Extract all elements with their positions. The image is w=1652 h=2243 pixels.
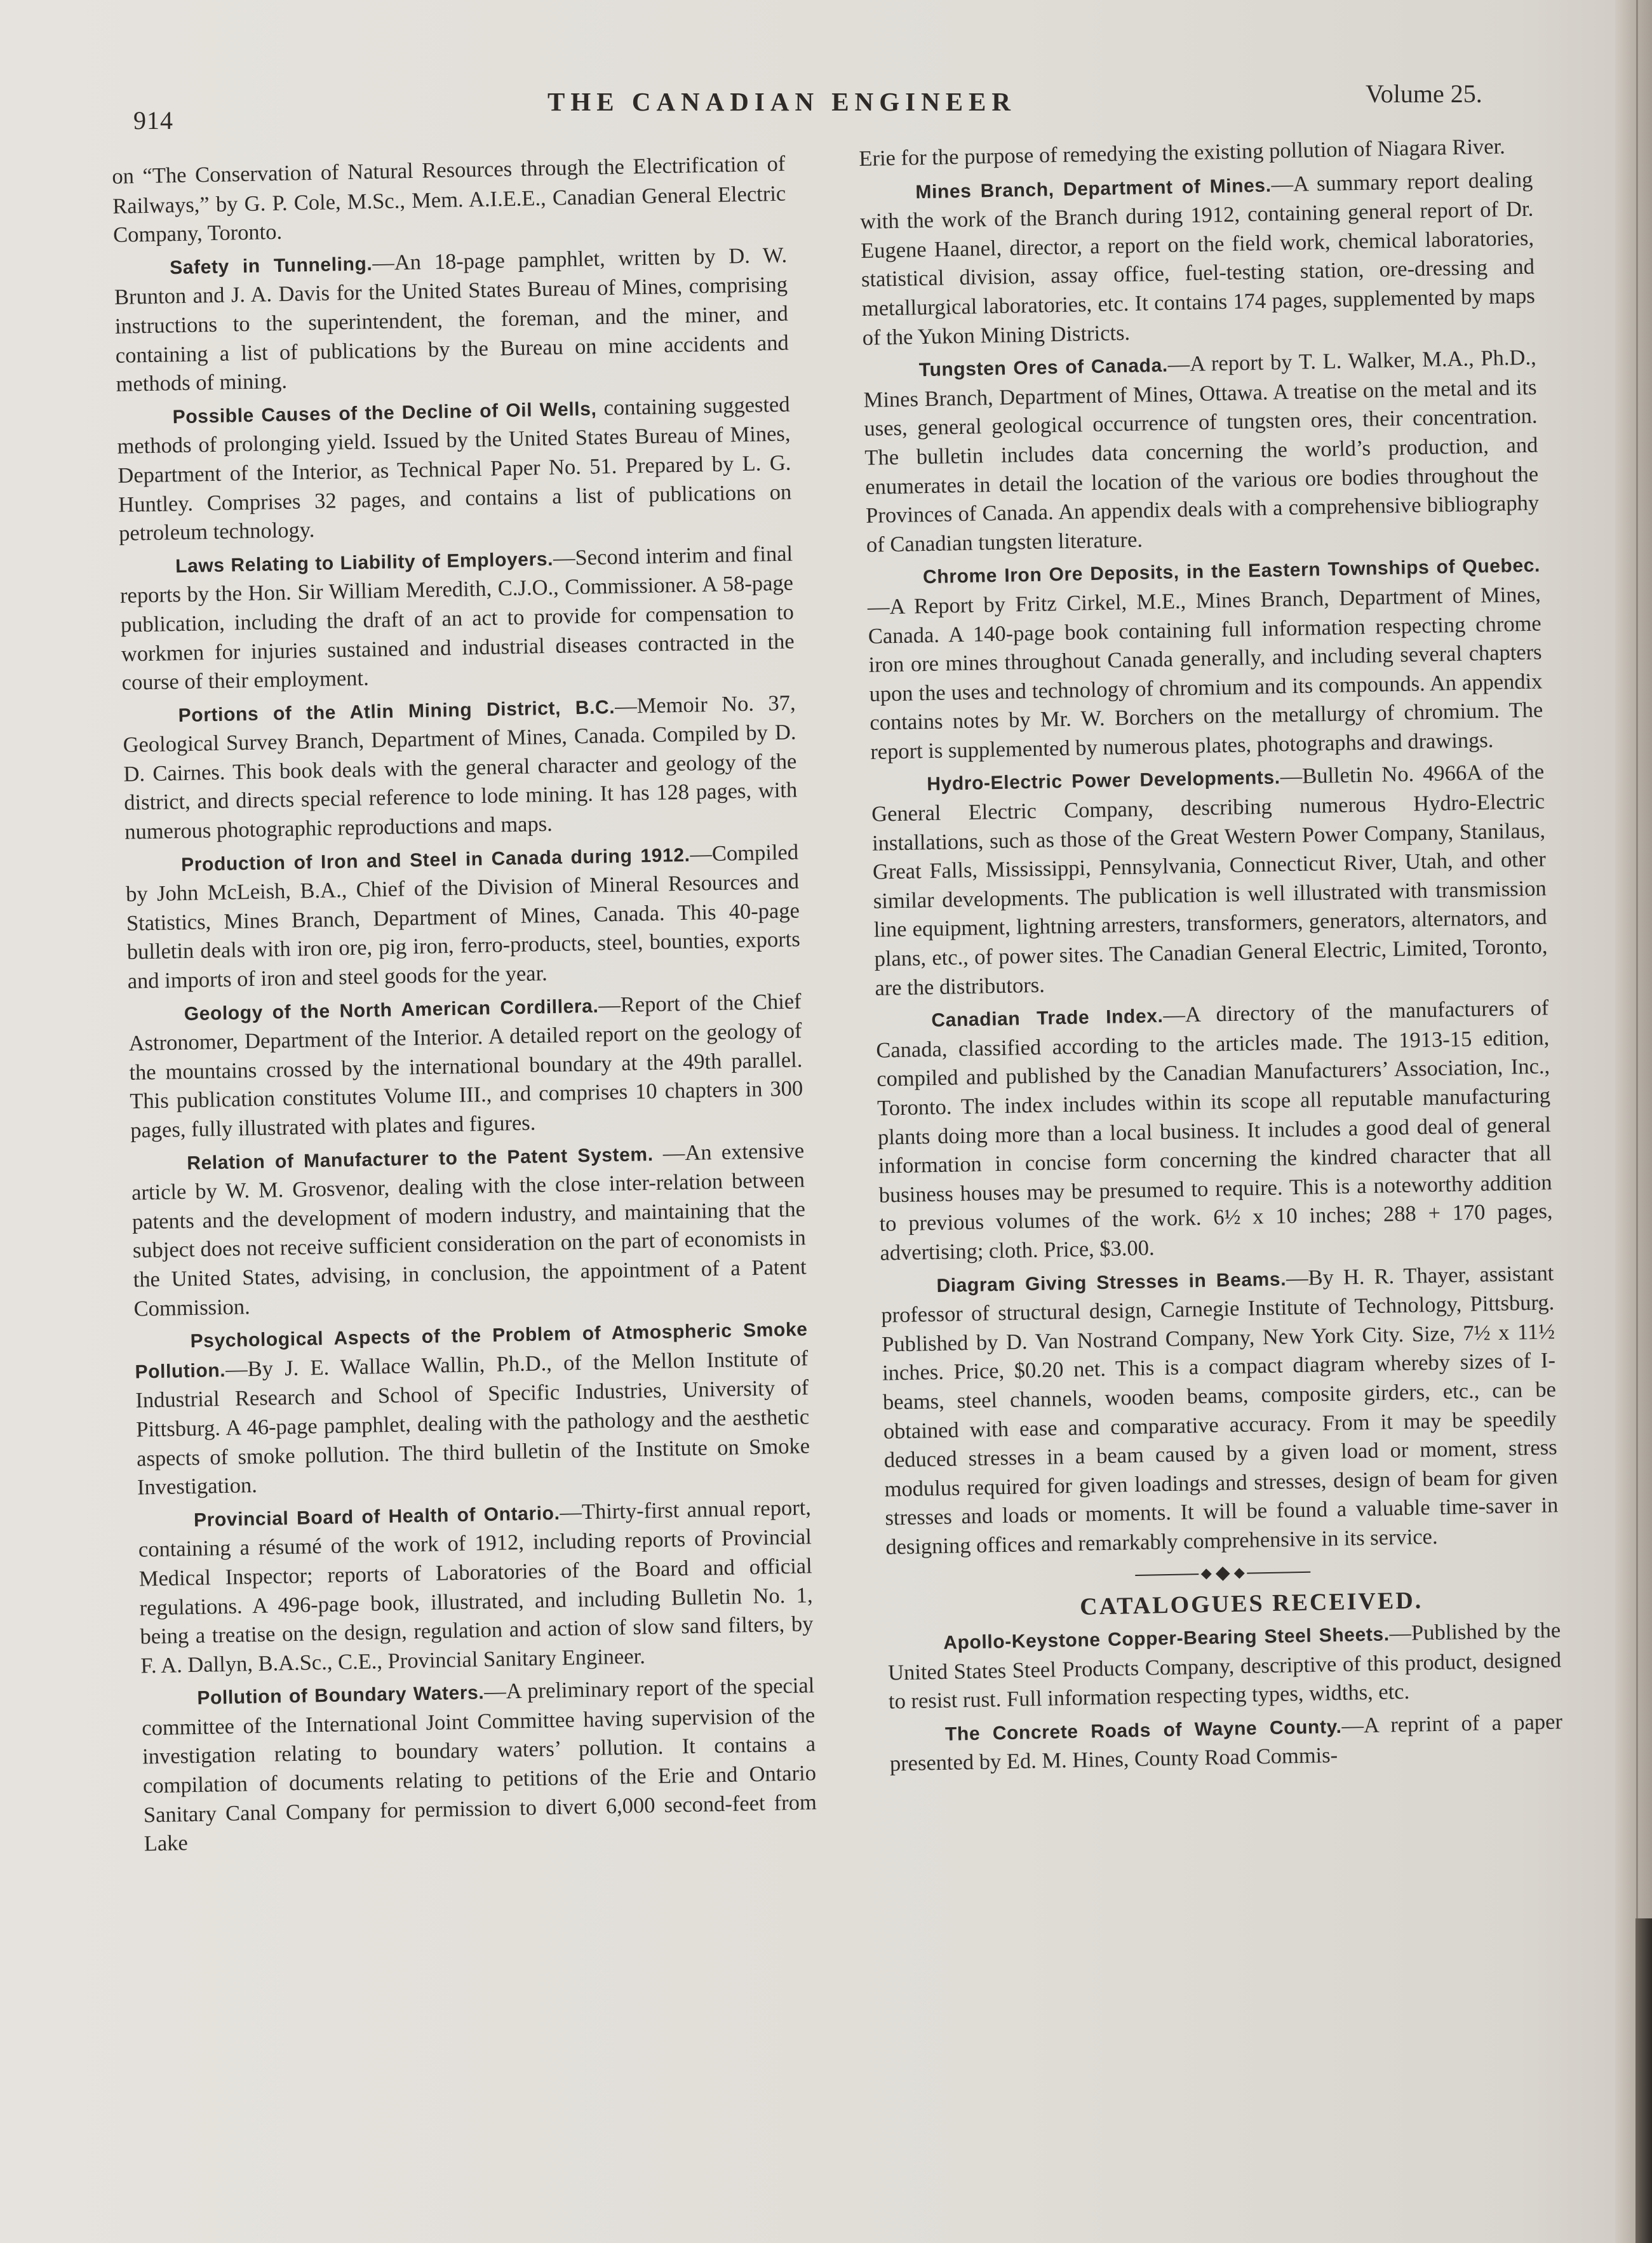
entry-heading: Hydro-Electric Power Developments. — [927, 767, 1280, 795]
entry-text: —A preliminary report of the special committee of the International Joint Committee having supervision of the investigation relating to boundary waters’ pollution. It contains a compilation of documents relating to petitions of the Erie and Ontario Sanitary Canal Company for permission to divert 6,000 second-feet from Lake — [141, 1673, 817, 1856]
entry-heading: Psychological Aspects of the Problem of Atmospheric Smoke Pollution. — [135, 1319, 808, 1383]
entry-text: —Published by the United States Steel Products Company, descriptive of this product, designed to resist rust. Full information respecting types, widths, etc. — [887, 1618, 1562, 1714]
article-entry — [863, 344, 1540, 560]
article-entry — [134, 1314, 810, 1502]
entry-heading: Provincial Board of Health of Ontario. — [193, 1502, 560, 1531]
entry-heading: Portions of the Atlin Mining District, B.C. — [178, 696, 615, 726]
entry-heading: Geology of the North American Cordillera. — [184, 995, 599, 1025]
divider-rule — [1135, 1573, 1199, 1576]
article-entry — [122, 689, 798, 847]
article-entry — [125, 838, 801, 996]
entry-text: —By J. E. Wallace Wallin, Ph.D., of the Mellon Institute of Industrial Research and School of Specific Industries, University of Pittsburg. A 46-page pamphlet, dealing with the pathology and the aesthetic aspects of smoke pollution. The third bulletin of the Institute on Smoke Investigation. — [135, 1346, 810, 1500]
entry-text: —Memoir No. 37, Geological Survey Branch, Department of Mines, Canada. Compiled by D. D. Cairnes. This book deals with the general character and geology of the district, and directs special reference to lode mining. It has 128 pages, with numerous photographic reproductions and maps. — [123, 690, 798, 844]
entry-heading: Apollo-Keystone Copper-Bearing Steel Sheets. — [943, 1624, 1390, 1654]
article-entry — [867, 551, 1544, 767]
article-entry — [119, 539, 795, 697]
entry-text: —By H. R. Thayer, assistant professor of structural design, Carnegie Institute of Technology, Pittsburg. Published by D. Van Nostrand Company, New York City. Size, 7½ x 11½ inches. Price, $0.20 net. This is a compact diagram whereby sizes of I-beams, steel channels, wooden beams, composite girders, etc., can be obtained with ease and comparative accuracy. From it may be speedily deduced stresses in a beam caused by a given load or moment, stress modulus required for given loadings and stresses, design of beam for given stresses and loads or moments. It will be found a valuable time-saver in designing offices and remarkably comprehensive in its service. — [881, 1260, 1559, 1559]
entry-heading: Canadian Trade Index. — [931, 1006, 1164, 1032]
article-entry — [114, 241, 789, 399]
gutter-fold-line — [1636, 0, 1638, 2243]
article-entry — [112, 150, 786, 250]
book-gutter — [1615, 0, 1652, 2243]
ornamental-divider — [886, 1558, 1559, 1589]
entry-text: —Bulletin No. 4966A of the General Electric Company, describing numerous Hydro-Electric installations, such as those of the Great Western Power Company, Stanilaus, Great Falls, Mississippi, Pennsylvania, Connecticut River, Utah, and other similar developments. The publication is well illustrated with transmission line equipment, lightning arresters, transformers, generators, alternators, and plans, etc., of power sites. The Canadian General Electric, Limited, Toronto, are the distributors. — [871, 759, 1548, 1000]
entry-text: on “The Conservation of Natural Resources through the Electrification of Railways,” by G. P. Cole, M.Sc., Mem. A.I.E.E., Canadian General Electric Company, Toronto. — [112, 151, 786, 248]
entry-heading: Mines Branch, Department of Mines. — [915, 175, 1272, 203]
entry-text: —An extensive article by W. M. Grosvenor, dealing with the close inter-relation between patents and the development of modern industry, and maintaining that the subject does not receive sufficient consideration on the part of economists in the United States, advising, in conclusion, the appointment of a Patent Commission. — [131, 1138, 807, 1321]
diamond-ornament-icon — [1216, 1566, 1230, 1581]
entry-text: —A directory of the manufacturers of Canada, classified according to the articles made. The 1913-15 edition, compiled and published by the Canadian Manufacturers’ Association, Inc., Toronto. The index includes within its scope all reputable manufacturing plants doing more than a local business. It includes a good deal of general information in concise form concerning the kindred character that all business houses may be presumed to require. This is a noteworthy addition to previous volumes of the work. 6½ x 10 inches; 288 + 170 pages, advertising; cloth. Price, $3.00. — [876, 995, 1553, 1265]
entry-heading: Relation of Manufacturer to the Patent System. — [186, 1143, 654, 1174]
journal-title: THE CANADIAN ENGINEER — [547, 87, 1017, 116]
page-number: 914 — [133, 106, 173, 135]
article-entry — [871, 758, 1548, 1003]
entry-heading: Laws Relating to Liability of Employers. — [175, 548, 554, 577]
article-entry — [880, 1259, 1559, 1562]
entry-heading: Production of Iron and Steel in Canada during 1912. — [180, 844, 690, 875]
left-column — [112, 150, 817, 1863]
entry-text: —Compiled by John McLeish, B.A., Chief of the Division of Mineral Resources and Statistics, Mines Branch, Department of Mines, Canada. This 40-page bulletin deals with iron ore, pig iron, ferro-products, steel, bounties, exports and imports of iron and steel goods for the year. — [125, 840, 801, 994]
entry-text: —Report of the Chief Astronomer, Department of the Interior. A detailed report on the geology of the mountains crossed by the international boundary at the 49th parallel. This publication constitutes Volume III., and comprises 10 chapters in 300 pages, fully illustrated with plates and figures. — [128, 989, 803, 1143]
entry-text: —Thirty-first annual report, containing a résumé of the work of 1912, including reports of Provincial Medical Inspector; reports of Laboratories of the Board and official regulations. A 496-page book, illustrated, and including Bulletin No. 1, being a treatise on the design, regulation and action of slow sand filters, by F. A. Dallyn, B.A.Sc., C.E., Provincial Sanitary Engineer. — [138, 1495, 814, 1678]
gutter-shadow — [1635, 1918, 1652, 2243]
article-entry — [141, 1671, 817, 1859]
entry-text: —An 18-page pamphlet, written by D. W. Brunton and J. A. Davis for the United States Bureau of Mines, comprising instructions to the superintendent, the foreman, and the miner, and containing a list of publications by the Bureau on mine accidents and methods of mining. — [114, 243, 789, 397]
diamond-ornament-icon — [1234, 1568, 1245, 1579]
entry-text: —A Report by Fritz Cirkel, M.E., Mines Branch, Department of Mines, Canada. A 140-page book containing full information respecting chrome iron ore mines throughout Canada generally, and including several chapters upon the uses and technology of chromium and its compounds. An appendix contains notes by Mr. W. Borchers on the metallurgy of chromium. The report is supplemented by numerous plates, photographs and drawings. — [867, 582, 1543, 764]
entry-heading: Tungsten Ores of Canada. — [918, 354, 1169, 381]
volume-label: Volume 25. — [1366, 79, 1482, 108]
article-entry — [128, 987, 803, 1145]
entry-heading: Safety in Tunneling. — [169, 253, 373, 279]
entry-text: —A summary report dealing with the work of the Branch during 1912, containing general report of Dr. Eugene Haanel, director, a report on the field work, chemical laboratories, statistical division, assay office, fuel-testing station, ore-dressing and metallurgical laboratories, etc. It contains 174 pages, supplemented by maps of the Yukon Mining Districts. — [859, 167, 1536, 350]
diamond-ornament-icon — [1201, 1568, 1212, 1579]
entry-text: —A reprint of a paper presented by Ed. M. Hines, County Road Commis- — [889, 1709, 1563, 1776]
divider-rule — [1247, 1571, 1310, 1573]
entry-heading: Possible Causes of the Decline of Oil Wells, — [172, 398, 597, 428]
article-entry — [131, 1136, 807, 1324]
article-entry — [138, 1493, 814, 1681]
entry-heading: Diagram Giving Stresses in Beams. — [936, 1268, 1287, 1297]
entry-heading: The Concrete Roads of Wayne County. — [944, 1716, 1342, 1745]
article-entry — [116, 390, 792, 548]
catalogue-entry — [889, 1708, 1564, 1779]
entry-text: containing suggested methods of prolonging yield. Issued by the United States Bureau of Mines, Department of the Interior, as Technical Paper No. 51. Prepared by L. G. Huntley. Comprises 32 pages, and contains a list of publications on petroleum technology. — [117, 392, 792, 546]
section-heading-catalogues: CATALOGUES RECEIVED. — [1079, 1586, 1423, 1620]
entry-heading: Pollution of Boundary Waters. — [197, 1682, 485, 1709]
entry-heading: Chrome Iron Ore Deposits, in the Eastern Townships of Quebec. — [922, 555, 1541, 588]
article-entry — [875, 994, 1554, 1269]
right-column — [859, 132, 1563, 1783]
entry-text: —A report by T. L. Walker, M.A., Ph.D., Mines Branch, Department of Mines, Ottawa. A treatise on the metal and its uses, general geological occurrence of tungsten ores, their concentration. The bulletin includes data concerning the world’s production, and enumerates in detail the location of the various ore bodies throughout the Provinces of Canada. An appendix deals with a comprehensive bibliography of Canadian tungsten literature. — [863, 345, 1540, 557]
article-entry — [859, 165, 1536, 353]
entry-text: Erie for the purpose of remedying the existing pollution of Niagara River. — [859, 134, 1506, 171]
entry-text: —Second interim and final reports by the Hon. Sir William Meredith, C.J.O., Commissioner. A 58-page publication, including the draft of an act to provide for compensation to workmen for injuries sustained and industrial diseases contracted in the course of their employment. — [119, 541, 795, 695]
catalogue-entry — [887, 1616, 1562, 1716]
